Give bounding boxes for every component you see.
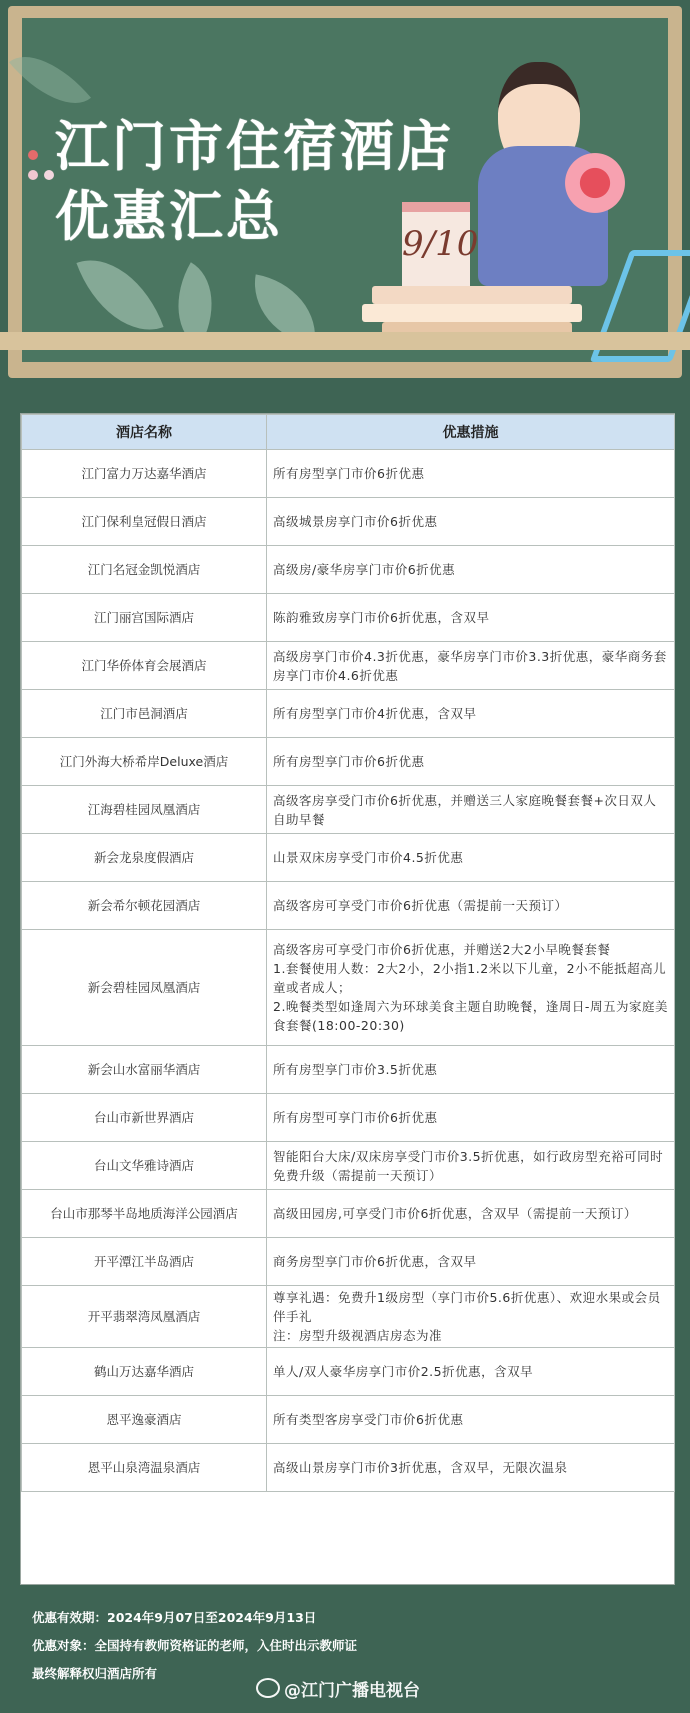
chalk-dot xyxy=(28,170,38,180)
table-row xyxy=(22,1396,675,1444)
table-row xyxy=(22,450,675,498)
discount-cell: 高级山景房享门市价3折优惠，含双早，无限次温泉 xyxy=(267,1444,675,1492)
hotel-name-cell: 台山市新世界酒店 xyxy=(22,1094,267,1142)
title-line-1: 江门市住宿酒店 xyxy=(55,115,454,178)
hero-banner xyxy=(0,0,690,383)
hotel-name-cell: 开平潭江半岛酒店 xyxy=(22,1238,267,1286)
discount-cell: 陈韵雅致房享门市价6折优惠，含双早 xyxy=(267,594,675,642)
rights-statement: 最终解释权归酒店所有 xyxy=(32,1666,158,1681)
page-title xyxy=(55,112,454,252)
discount-cell: 所有房型享门市价4折优惠，含双早 xyxy=(267,690,675,738)
discount-table xyxy=(21,414,675,1492)
table-row xyxy=(22,786,675,834)
discount-cell: 商务房型享门市价6折优惠，含双早 xyxy=(267,1238,675,1286)
calendar-icon xyxy=(402,202,479,292)
header-discount: 优惠措施 xyxy=(267,415,675,450)
watermark-text: @江门广播电视台 xyxy=(284,1681,420,1701)
discount-cell: 所有房型可享门市价6折优惠 xyxy=(267,1094,675,1142)
discount-cell: 所有房型享门市价6折优惠 xyxy=(267,450,675,498)
discount-cell: 高级城景房享门市价6折优惠 xyxy=(267,498,675,546)
table-row xyxy=(22,498,675,546)
discount-cell: 高级房/豪华房享门市价6折优惠 xyxy=(267,546,675,594)
hotel-name-cell: 江门保利皇冠假日酒店 xyxy=(22,498,267,546)
table-body xyxy=(22,450,675,1492)
hotel-name-cell: 江门名冠金凯悦酒店 xyxy=(22,546,267,594)
discount-cell: 智能阳台大床/双床房享受门市价3.5折优惠，如行政房型充裕可同时免费升级（需提前一天预订） xyxy=(267,1142,675,1190)
table-row xyxy=(22,1094,675,1142)
discount-cell: 所有房型享门市价6折优惠 xyxy=(267,738,675,786)
table-row xyxy=(22,1348,675,1396)
hotel-name-cell: 江门华侨体育会展酒店 xyxy=(22,642,267,690)
hotel-name-cell: 江海碧桂园凤凰酒店 xyxy=(22,786,267,834)
hotel-name-cell: 恩平山泉湾温泉酒店 xyxy=(22,1444,267,1492)
hotel-name-cell: 江门富力万达嘉华酒店 xyxy=(22,450,267,498)
table-row xyxy=(22,546,675,594)
hotel-name-cell: 恩平逸豪酒店 xyxy=(22,1396,267,1444)
chalk-dot xyxy=(28,150,38,160)
discount-cell: 尊享礼遇：免费升1级房型（享门市价5.6折优惠）、欢迎水果或会员伴手礼 注：房型升级视酒店房态为准 xyxy=(267,1286,675,1348)
table-row xyxy=(22,1444,675,1492)
table-row xyxy=(22,594,675,642)
weibo-watermark xyxy=(256,1676,420,1701)
hotel-name-cell: 新会山水富丽华酒店 xyxy=(22,1046,267,1094)
books-stack xyxy=(372,286,572,304)
hotel-name-cell: 鹤山万达嘉华酒店 xyxy=(22,1348,267,1396)
discount-cell: 所有房型享门市价3.5折优惠 xyxy=(267,1046,675,1094)
table-row xyxy=(22,834,675,882)
discount-cell: 高级田园房,可享受门市价6折优惠，含双早（需提前一天预订） xyxy=(267,1190,675,1238)
discount-cell: 所有类型客房享受门市价6折优惠 xyxy=(267,1396,675,1444)
table-row xyxy=(22,738,675,786)
table-row xyxy=(22,1238,675,1286)
hotel-name-cell: 开平翡翠湾凤凰酒店 xyxy=(22,1286,267,1348)
discount-cell: 高级客房可享受门市价6折优惠，并赠送2大2小早晚餐套餐 1.套餐使用人数：2大2小，2小指1.2米以下儿童，2小不能抵超高儿童或者成人； 2.晚餐类型如逢周六为环球美食主题自助晚餐，逢周日-周五为家庭美食套餐(18:00-20:30) xyxy=(267,930,675,1046)
table-row xyxy=(22,642,675,690)
hotel-name-cell: 新会碧桂园凤凰酒店 xyxy=(22,930,267,1046)
hotel-name-cell: 新会希尔顿花园酒店 xyxy=(22,882,267,930)
table-row xyxy=(22,1286,675,1348)
discount-cell: 高级客房可享受门市价6折优惠（需提前一天预订） xyxy=(267,882,675,930)
discount-table-container xyxy=(20,413,675,1585)
discount-cell: 高级客房享受门市价6折优惠，并赠送三人家庭晚餐套餐+次日双人自助早餐 xyxy=(267,786,675,834)
table-row xyxy=(22,1046,675,1094)
table-row xyxy=(22,690,675,738)
hotel-name-cell: 江门丽宫国际酒店 xyxy=(22,594,267,642)
eligible-target: 优惠对象：全国持有教师资格证的老师，入住时出示教师证 xyxy=(32,1638,358,1653)
header-hotel-name: 酒店名称 xyxy=(22,415,267,450)
validity-period: 优惠有效期：2024年9月07日至2024年9月13日 xyxy=(32,1610,317,1625)
title-line-2: 优惠汇总 xyxy=(55,185,283,248)
hotel-name-cell: 江门市邑洞酒店 xyxy=(22,690,267,738)
flower-bouquet-icon xyxy=(560,148,630,218)
chalk-dot xyxy=(44,170,54,180)
weibo-icon xyxy=(256,1678,280,1698)
discount-cell: 山景双床房享受门市价4.5折优惠 xyxy=(267,834,675,882)
hotel-name-cell: 新会龙泉度假酒店 xyxy=(22,834,267,882)
hotel-name-cell: 台山市那琴半岛地质海洋公园酒店 xyxy=(22,1190,267,1238)
calendar-date: 9/10 xyxy=(402,224,479,264)
hotel-name-cell: 台山文华雅诗酒店 xyxy=(22,1142,267,1190)
chalkboard-ledge xyxy=(0,332,690,350)
books-stack xyxy=(362,304,582,322)
discount-cell: 高级房享门市价4.3折优惠，豪华房享门市价3.3折优惠，豪华商务套房享门市价4.6折优惠 xyxy=(267,642,675,690)
hotel-name-cell: 江门外海大桥希岸Deluxe酒店 xyxy=(22,738,267,786)
table-row xyxy=(22,1190,675,1238)
table-row xyxy=(22,882,675,930)
table-header-row xyxy=(22,415,675,450)
discount-cell: 单人/双人豪华房享门市价2.5折优惠，含双早 xyxy=(267,1348,675,1396)
table-row xyxy=(22,930,675,1046)
table-row xyxy=(22,1142,675,1190)
